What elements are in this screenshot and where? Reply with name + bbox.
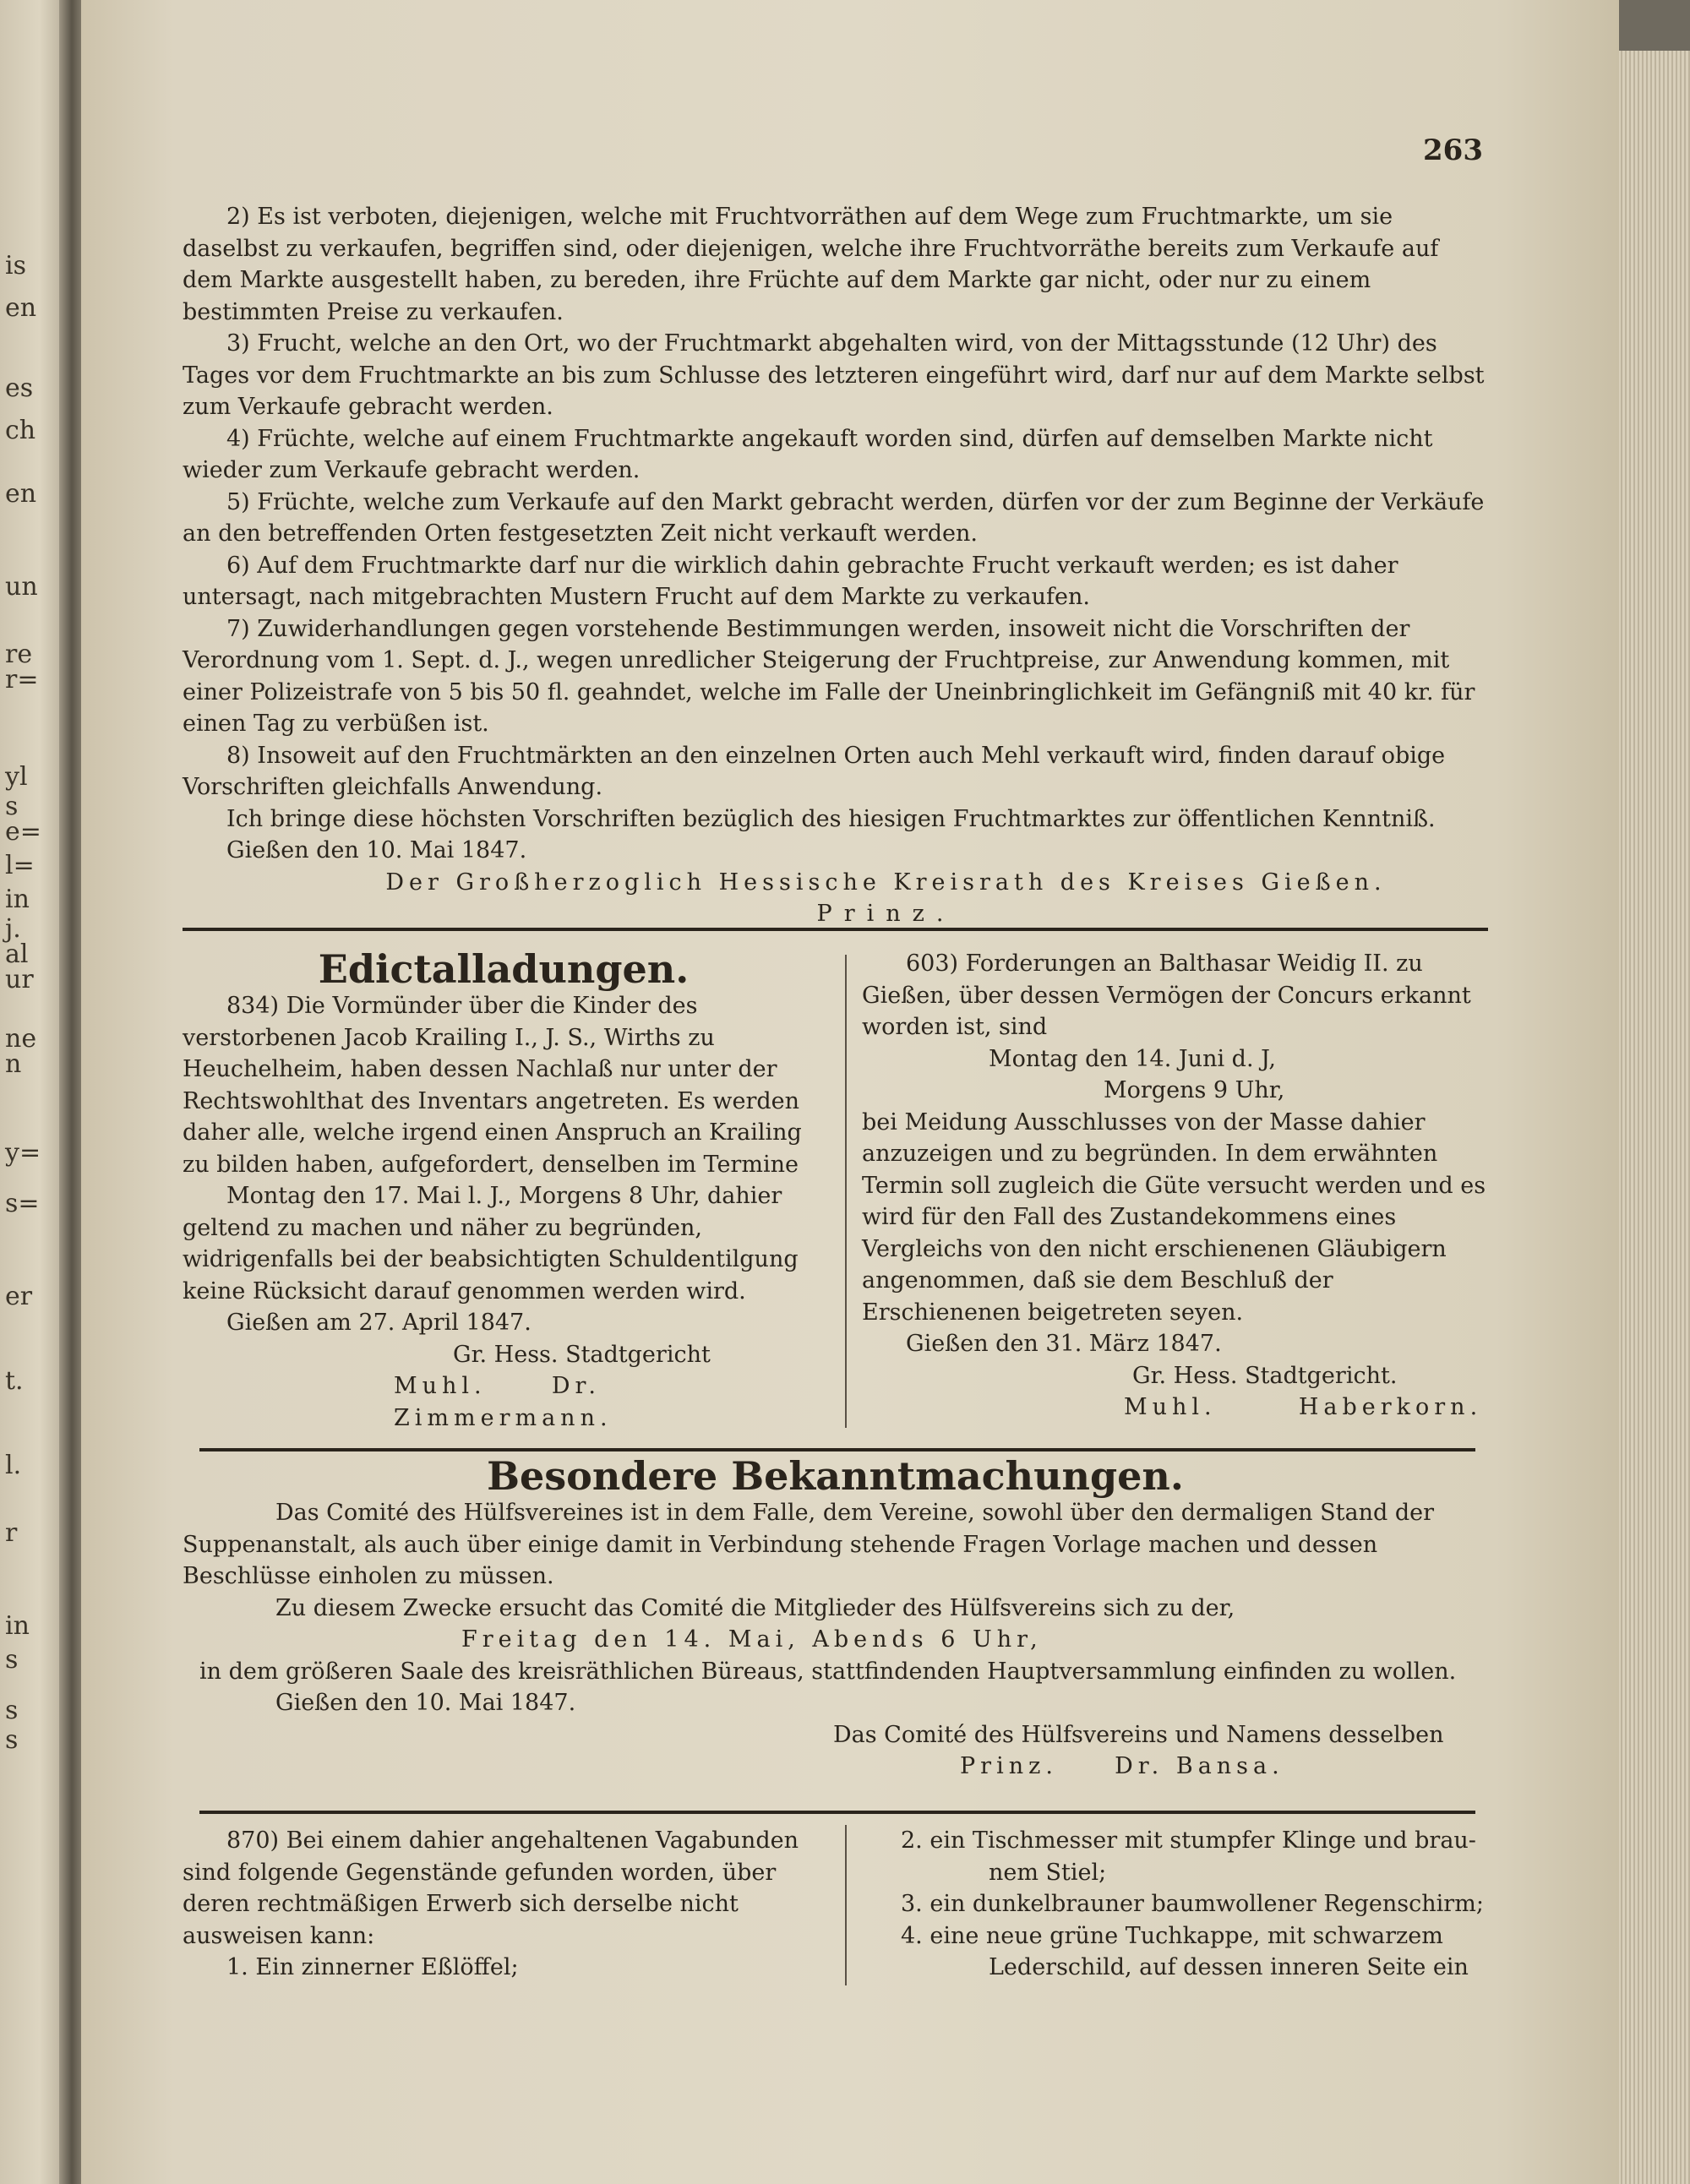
left-page-fragment: ur	[5, 965, 34, 994]
notice-834-signer-1: Muhl.	[394, 1373, 487, 1399]
notice-834-term: Montag den 17. Mai l. J., Morgens 8 Uhr, dahier geltend zu machen und näher zu begründen, widrigenfalls bei der beabsichtigten Schuldentilgung keine Rücksicht darauf genommen werden wird.	[183, 1183, 799, 1304]
left-page-fragment: re	[5, 640, 33, 669]
notice-870-item-1: 1. Ein zinnerner Eßlöffel;	[226, 1954, 519, 1980]
regulations-block	[183, 201, 1488, 930]
special-date: Gießen den 10. Mai 1847.	[275, 1690, 576, 1716]
left-page-fragment: in	[5, 1611, 30, 1641]
left-page-fragment: s	[5, 1725, 19, 1755]
notice-834-body: 834) Die Vormünder über die Kinder des verstorbenen Jacob Krailing I., J. S., Wirths zu Heuchelheim, haben dessen Nachlaß nur unter der Rechtswohlthat des Inventars angetreten. Es werden daher alle, welche irgend einen Anspruch an Krailing zu bilden haben, aufgefordert, denselben im Termine	[183, 993, 802, 1178]
special-paragraph-4: in dem größeren Saale des kreisräthlichen Büreaus, stattfindenden Hauptversammlung einfinden zu wollen.	[199, 1658, 1457, 1685]
regulation-8: 8) Insoweit auf den Fruchtmärkten an den einzelnen Orten auch Mehl verkauft wird, finden darauf obige Vorschriften gleichfalls Anwendung.	[183, 742, 1446, 800]
regulation-7: 7) Zuwiderhandlungen gegen vorstehende Bestimmungen werden, insoweit nicht die Vorschriften der Verordnung vom 1. Sept. d. J., wegen unredlicher Steigerung der Fruchtpreise, zur Anwendung kommen, mit einer Polizeistrafe von 5 bis 50 fl. geahndet, welche im Falle der Uneinbringlichkeit im Gefängniß mit 40 kr. für einen Tag zu verbüßen ist.	[183, 615, 1475, 737]
left-page-fragment: es	[5, 373, 34, 403]
left-page-fragment: l.	[5, 1451, 22, 1480]
regulation-6: 6) Auf dem Fruchtmarkte darf nur die wirklich dahin gebrachte Frucht verkauft werden; es ist daher untersagt, nach mitgebrachten Mustern Frucht auf dem Markte zu verkaufen.	[183, 552, 1398, 610]
column-divider-2	[845, 1825, 847, 1985]
notice-603-body: 603) Forderungen an Balthasar Weidig II. zu Gießen, über dessen Vermögen der Concurs erkannt worden ist, sind	[862, 950, 1471, 1040]
regulation-3: 3) Frucht, welche an den Ort, wo der Fruchtmarkt abgehalten wird, von der Mittagsstunde (12 Uhr) des Tages vor dem Fruchtmarkte an bis zum Schlusse des letzteren eingeführt wird, darf nur auf dem Markte selbst zum Verkaufe gebracht werden.	[183, 330, 1485, 420]
notice-870-body: 870) Bei einem dahier angehaltenen Vagabunden sind folgende Gegenstände gefunden worden, über deren rechtmäßigen Erwerb sich derselbe nicht ausweisen kann:	[183, 1827, 799, 1949]
notice-870-item-4b: Lederschild, auf dessen inneren Seite ein	[989, 1954, 1469, 1980]
special-signer-2: Dr. Bansa.	[1115, 1753, 1284, 1779]
regulation-signer: Prinz.	[816, 901, 956, 927]
left-page-fragment: is	[5, 251, 26, 280]
special-paragraph-2: Zu diesem Zwecke ersucht das Comité die Mitglieder des Hülfsvereins sich zu der,	[275, 1594, 1235, 1621]
regulation-4: 4) Früchte, welche auf einem Fruchtmarkte angekauft worden sind, dürfen auf demselben Markte nicht wieder zum Verkaufe gebracht werden.	[183, 425, 1433, 483]
column-divider	[845, 955, 847, 1428]
page-number: 263	[1423, 133, 1483, 167]
left-page-strip	[0, 0, 66, 2184]
left-page-fragment: y=	[5, 1138, 41, 1168]
notice-603-term-line1: Montag den 14. Juni d. J,	[989, 1045, 1276, 1072]
left-page-fragment: e=	[5, 817, 41, 847]
notice-834-signatures	[183, 1370, 825, 1434]
separator-rule-3	[199, 1811, 1475, 1814]
left-page-fragment: l=	[5, 851, 35, 880]
edictal-heading: Edictalladungen.	[318, 946, 690, 992]
notice-870-item-4a: 4. eine neue grüne Tuchkappe, mit schwarzem	[901, 1922, 1443, 1949]
notice-603-term-line2: Morgens 9 Uhr,	[1104, 1077, 1285, 1103]
left-page-fragment: s	[5, 792, 19, 821]
regulation-announcement: Ich bringe diese höchsten Vorschriften bezüglich des hiesigen Fruchtmarktes zur öffentlichen Kenntniß.	[226, 805, 1436, 832]
notice-834-signer-2: Dr. Zimmermann.	[394, 1373, 613, 1431]
notice-603-column	[862, 948, 1488, 1424]
left-page-fragment: un	[5, 572, 38, 602]
left-page-fragment: al	[5, 940, 29, 969]
special-sign-line: Das Comité des Hülfsvereins und Namens desselben	[833, 1721, 1444, 1748]
left-page-fragment: en	[5, 293, 37, 323]
special-meeting-time: Freitag den 14. Mai, Abends 6 Uhr,	[461, 1626, 1043, 1653]
separator-rule	[183, 928, 1488, 931]
left-page-fragment: j.	[5, 914, 21, 944]
regulation-date: Gießen den 10. Mai 1847.	[226, 837, 527, 863]
special-announcements-block	[183, 1455, 1488, 1783]
notice-834-column	[183, 948, 825, 1434]
regulation-5: 5) Früchte, welche zum Verkaufe auf den Markt gebracht werden, dürfen vor der zum Beginne der Verkäufe an den betreffenden Orten festgesetzten Zeit nicht verkauft werden.	[183, 488, 1485, 547]
left-page-fragment: ne	[5, 1024, 37, 1054]
notice-870-list-column	[862, 1825, 1488, 1984]
special-signatures	[183, 1751, 1488, 1783]
left-page-fragment: n	[5, 1049, 22, 1079]
left-page-fragment: in	[5, 885, 30, 914]
notice-870-item-3: 3. ein dunkelbrauner baumwollener Regenschirm;	[901, 1891, 1484, 1917]
regulation-2: 2) Es ist verboten, diejenigen, welche mit Fruchtvorräthen auf dem Wege zum Fruchtmarkte, um sie daselbst zu verkaufen, begriffen sind, oder diejenigen, welche ihre Fruchtvorräthe bereits zum Verkaufe auf dem Markte ausgestellt haben, zu bereden, ihre Früchte auf dem Markte gar nicht, oder nur zu einem bestimmten Preise zu verkaufen.	[183, 204, 1439, 325]
left-page-fragment: r=	[5, 665, 39, 694]
notice-603-date: Gießen den 31. März 1847.	[906, 1331, 1222, 1357]
left-page-fragment: r	[5, 1518, 18, 1548]
left-page-fragment: ch	[5, 416, 36, 445]
notice-603-signer-1: Muhl.	[1124, 1394, 1217, 1420]
notice-870-item-2a: 2. ein Tischmesser mit stumpfer Klinge und brau-	[901, 1827, 1476, 1854]
notice-603-signer-2: Haberkorn.	[1298, 1394, 1483, 1420]
regulation-authority: Der Großherzoglich Hessische Kreisrath des Kreises Gießen.	[385, 869, 1387, 896]
left-page-fragment: s	[5, 1696, 19, 1725]
notice-603-rest: bei Meidung Ausschlusses von der Masse dahier anzuzeigen und zu begründen. In dem erwähnten Termin soll zugleich die Güte versucht werden und es wird für den Fall des Zustandekommens eines Vergleichs von den nicht erschienenen Gläubigern angenommen, daß sie dem Beschluß der Erschienenen beigetreten seyen.	[862, 1108, 1486, 1326]
notice-834-date: Gießen am 27. April 1847.	[226, 1310, 532, 1336]
left-page-fragment: s	[5, 1645, 19, 1675]
left-page-fragment: en	[5, 479, 37, 509]
notice-870-item-2b: nem Stiel;	[989, 1859, 1107, 1886]
special-signer-1: Prinz.	[960, 1753, 1058, 1779]
left-page-fragment: yl	[5, 762, 28, 792]
page-edges	[1614, 51, 1690, 2184]
special-paragraph-1: Das Comité des Hülfsvereines ist in dem Falle, dem Vereine, sowohl über den dermaligen Stand der Suppenanstalt, als auch über einige damit in Verbindung stehende Fragen Vorlage machen und dessen Beschlüsse einholen zu müssen.	[183, 1500, 1435, 1589]
notice-870-column	[183, 1825, 825, 1984]
left-page-fragment: s=	[5, 1189, 40, 1218]
left-page-fragment: er	[5, 1282, 33, 1311]
notice-834-court: Gr. Hess. Stadtgericht	[453, 1341, 711, 1368]
left-page-fragment: t.	[5, 1366, 24, 1396]
notice-603-court: Gr. Hess. Stadtgericht.	[1132, 1362, 1398, 1389]
notice-603-signatures	[862, 1392, 1488, 1424]
special-heading: Besondere Bekanntmachungen.	[487, 1453, 1184, 1499]
separator-rule-2	[199, 1448, 1475, 1451]
